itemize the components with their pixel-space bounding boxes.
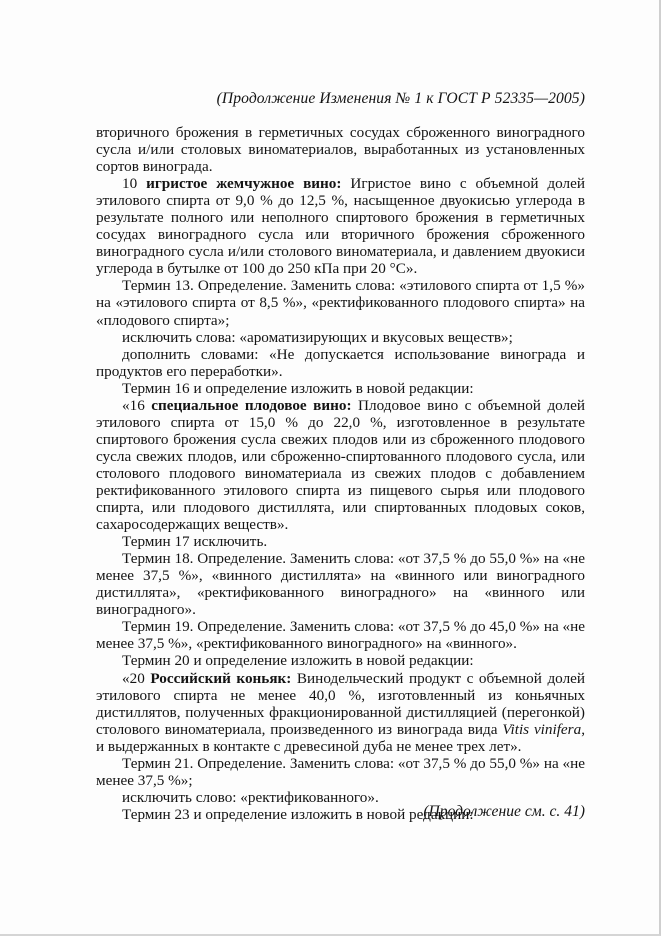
page-header: (Продолжение Изменения № 1 к ГОСТ Р 52335—2005) xyxy=(216,90,585,107)
term-number: 10 xyxy=(122,175,147,193)
term-definition: Винодельческий продукт с объемной долей этилового спирта не менее 40,0 %, изготовленный из коньячных дистиллятов, полученных фракционированной дистилляцией (перегонкой) столового виноматериала, произведенного из винограда вида xyxy=(96,669,586,738)
paragraph-text: Термин 23 и определение изложить в новой редакции: xyxy=(122,805,474,823)
paragraph-term-21 xyxy=(96,755,585,789)
paragraph-term-13 xyxy=(96,277,585,328)
paragraph-term-16-intro xyxy=(96,380,585,397)
paragraph-add-words xyxy=(96,346,585,380)
document-body xyxy=(96,124,585,823)
paragraph-term-18 xyxy=(96,550,585,618)
paragraph-text: Термин 17 исключить. xyxy=(122,533,268,551)
paragraph-term-16 xyxy=(96,397,585,533)
species-name: Vitis vinifera xyxy=(502,720,582,738)
term-name: специальное плодовое вино: xyxy=(151,396,352,414)
paragraph-text: Термин 16 и определение изложить в новой редакции: xyxy=(122,379,474,397)
paragraph-text: Термин 19. Определение. Заменить слова: «от 37,5 % до 45,0 %» на «не менее 37,5 %», «ректификованного виноградного» на «винного». xyxy=(96,618,585,653)
paragraph-exclude-words xyxy=(96,329,585,346)
term-number: «20 xyxy=(122,669,151,687)
term-number: «16 xyxy=(122,396,152,414)
page-footer: (Продолжение см. с. 41) xyxy=(423,803,585,820)
paragraph-term-20 xyxy=(96,670,585,755)
term-definition: Плодовое вино с объемной долей этилового спирта от 15,0 % до 22,0 %, изготовленное в результате спиртового брожения сусла свежих плодов или из сброженного плодового сусла свежих плодов, или сброженно-спиртованного плодового сусла, или столового плодового виноматериала из свежих плодов с добавлением ректификованного этилового спирта из пищевого сырья или плодового спирта, или плодового дистиллята, или спиртованных плодовых соков, сахаросодержащих веществ». xyxy=(96,396,586,534)
paragraph-text: Термин 20 и определение изложить в новой редакции: xyxy=(122,652,474,670)
paragraph-text: исключить слово: «ректификованного». xyxy=(122,788,379,806)
paragraph-text: вторичного брожения в герметичных сосудах сброженного виноградного сусла и/или столовых виноматериалов, выработанных из установленных сортов винограда. xyxy=(96,124,585,176)
paragraph-text: дополнить словами: «Не допускается использование винограда и продуктов его переработки». xyxy=(96,345,585,380)
paragraph-term-10 xyxy=(96,175,585,277)
paragraph-text: Термин 21. Определение. Заменить слова: «от 37,5 % до 55,0 %» на «не менее 37,5 %»; xyxy=(96,754,585,789)
paragraph-text: исключить слова: «ароматизирующих и вкусовых веществ»; xyxy=(122,328,513,346)
paragraph-term-17 xyxy=(96,533,585,550)
paragraph-term-20-intro xyxy=(96,652,585,669)
paragraph-continuation xyxy=(96,124,585,175)
term-definition-end: , и выдержанных в контакте с древесиной дуба не менее трех лет». xyxy=(96,720,585,755)
paragraph-text: Термин 13. Определение. Заменить слова: «этилового спирта от 1,5 %» на «этилового спирта от 8,5 %», «ректификованного плодового спирта» на «плодового спирта»; xyxy=(96,277,585,329)
term-name: Российский коньяк: xyxy=(150,669,292,687)
term-definition: Игристое вино с объемной долей этилового спирта от 9,0 % до 12,5 %, насыщенное двуокисью углерода в результате полного или неполного спиртового брожения в герметичных сосудах виноградного сусла или вторичного брожения сброженного виноградного сусла и/или столового виноматериала, и давлением двуокиси углерода в бутылке от 100 до 250 кПа при 20 °С». xyxy=(96,175,585,278)
paragraph-text: Термин 18. Определение. Заменить слова: «от 37,5 % до 55,0 %» на «не менее 37,5 %», «винного дистиллята» на «винного или виноградного дистиллята», «ректификованного виноградного» на «винного или виноградного». xyxy=(96,550,585,619)
paragraph-term-19 xyxy=(96,618,585,652)
term-name: игристое жемчужное вино: xyxy=(146,175,342,193)
